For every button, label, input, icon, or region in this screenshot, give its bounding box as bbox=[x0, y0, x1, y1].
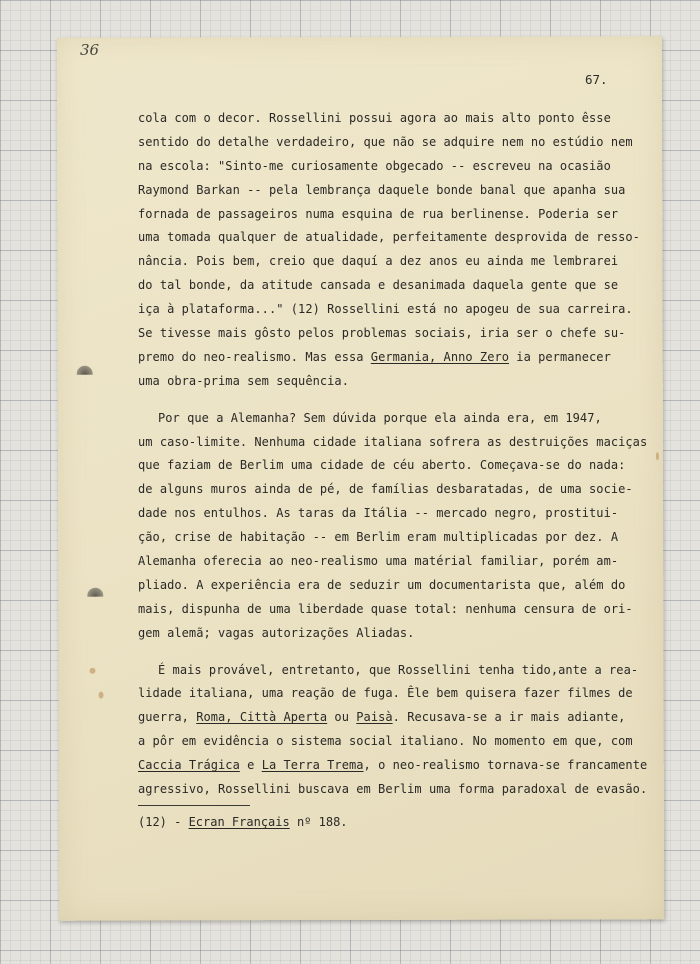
text-line: agressivo, Rossellini buscava em Berlim uma forma paradoxal de evasão. bbox=[138, 782, 648, 797]
film-title: Roma, Città Aperta bbox=[196, 710, 328, 725]
stain-mark bbox=[89, 668, 95, 674]
text-line: lidade italiana, uma reação de fuga. Êle bem quisera fazer filmes de bbox=[138, 686, 633, 701]
text-line: fornada de passageiros numa esquina de rua berlinense. Poderia ser bbox=[138, 206, 619, 221]
footnote-source: Ecran Français bbox=[188, 815, 290, 829]
film-title: Caccia Trágica bbox=[138, 758, 240, 773]
handwritten-page-number: 36 bbox=[80, 41, 100, 59]
paragraph bbox=[138, 407, 648, 646]
footnote bbox=[138, 815, 348, 829]
punch-hole-lower bbox=[87, 588, 103, 597]
text-line: a pôr em evidência o sistema social italiano. No momento em que, com bbox=[138, 734, 633, 749]
text-line: Por que a Alemanha? Sem dúvida porque ela ainda era, em 1947, bbox=[158, 410, 602, 425]
film-title: La Terra Trema bbox=[261, 758, 364, 773]
text-line bbox=[138, 754, 648, 778]
punch-hole-upper bbox=[77, 366, 93, 375]
text-fragment: e bbox=[239, 758, 262, 773]
text-line: dade nos entulhos. As taras da Itália -- mercado negro, prostitui- bbox=[138, 506, 619, 521]
paragraph bbox=[138, 659, 648, 802]
text-fragment: premo do neo-realismo. Mas essa bbox=[138, 349, 371, 364]
text-line: na escola: "Sinto-me curiosamente obgecado -- escreveu na ocasião bbox=[138, 158, 611, 173]
text-line: um caso-limite. Nenhuma cidade italiana sofrera as destruições maciças bbox=[138, 434, 648, 449]
page-number: 67. bbox=[585, 72, 608, 87]
film-title: Germania, Anno Zero bbox=[370, 349, 510, 364]
text-line: cola com o decor. Rossellini possui agora ao mais alto ponto êsse bbox=[138, 111, 611, 125]
text-line bbox=[138, 346, 638, 370]
film-title: Paisà bbox=[356, 710, 393, 725]
text-line: Se tivesse mais gôsto pelos problemas sociais, iria ser o chefe su- bbox=[138, 326, 626, 341]
paragraph bbox=[138, 107, 638, 394]
text-line: gem alemã; vagas autorizações Aliadas. bbox=[138, 625, 415, 640]
text-fragment: ia permanecer bbox=[509, 349, 611, 364]
text-line: Raymond Barkan -- pela lembrança daquele bonde banal que apanha sua bbox=[138, 182, 626, 197]
text-line: sentido do detalhe verdadeiro, que não se adquire nem no estúdio nem bbox=[138, 134, 633, 149]
text-line: do tal bonde, da atitude cansada e desanimada daquela gente que se bbox=[138, 278, 619, 293]
text-line: nância. Pois bem, creio que daquí a dez anos eu ainda me lembrarei bbox=[138, 254, 619, 269]
text-fragment: guerra, bbox=[138, 710, 197, 725]
stain-mark bbox=[656, 452, 659, 460]
text-line: É mais provável, entretanto, que Rossellini tenha tido,ante a rea- bbox=[158, 662, 639, 677]
footnote-marker: (12) - bbox=[138, 815, 189, 829]
text-fragment: ou bbox=[327, 710, 357, 725]
text-line bbox=[138, 706, 638, 730]
text-line: uma obra-prima sem sequência. bbox=[138, 373, 349, 388]
text-fragment: , o neo-realismo tornava-se francamente bbox=[363, 758, 648, 773]
text-line: ção, crise de habitação -- em Berlim eram multiplicadas por dez. A bbox=[138, 530, 619, 545]
text-line: pliado. A experiência era de seduzir um documentarista que, além do bbox=[138, 577, 626, 592]
text-line: de alguns muros ainda de pé, de famílias desbaratadas, de uma socie- bbox=[138, 482, 633, 497]
text-line: Alemanha oferecia ao neo-realismo uma matérial familiar, porém am- bbox=[138, 554, 619, 569]
text-fragment: . Recusava-se a ir mais adiante, bbox=[392, 710, 626, 725]
stain-mark bbox=[99, 692, 104, 699]
text-line: que faziam de Berlim uma cidade de céu aberto. Começava-se do nada: bbox=[138, 458, 626, 473]
footnote-number: nº 188. bbox=[289, 815, 348, 829]
text-line: iça à plataforma..." (12) Rossellini está no apogeu de sua carreira. bbox=[138, 302, 633, 317]
text-line: mais, dispunha de uma liberdade quase total: nenhuma censura de ori- bbox=[138, 601, 633, 616]
body-text bbox=[138, 107, 648, 802]
footnote-divider bbox=[138, 805, 250, 806]
text-line: uma tomada qualquer de atualidade, perfeitamente desprovida de resso- bbox=[138, 230, 640, 245]
